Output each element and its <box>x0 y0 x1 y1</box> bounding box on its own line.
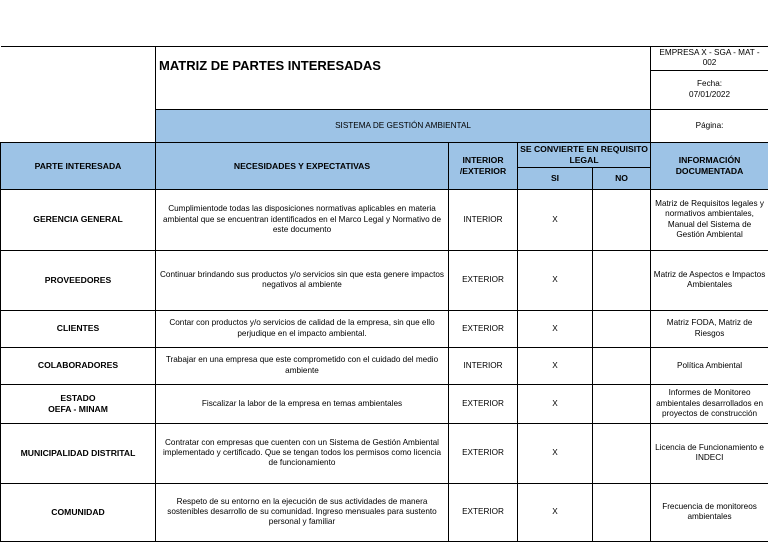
table-row <box>1 347 768 384</box>
needs-cell: Trabajar en una empresa que este comprometido con el cuidado del medio ambiente <box>156 347 449 384</box>
table-row <box>1 250 768 310</box>
matrix-table <box>0 46 768 542</box>
interior-exterior-cell: EXTERIOR <box>449 384 518 423</box>
pagina-label: Página: <box>651 109 768 143</box>
table-row <box>1 310 768 347</box>
column-legal: SE CONVIERTE EN REQUISITO LEGAL <box>518 143 651 167</box>
interior-exterior-cell: INTERIOR <box>449 189 518 250</box>
needs-cell: Cumplimientode todas las disposiciones normativas aplicables en materia ambiental que se encuentran identificados en el Marco Legal y Normativo de este documento <box>156 189 449 250</box>
no-cell <box>593 250 651 310</box>
system-name: SISTEMA DE GESTIÓN AMBIENTAL <box>156 109 651 143</box>
column-needs: NECESIDADES Y EXPECTATIVAS <box>156 143 449 189</box>
si-cell: X <box>518 310 593 347</box>
needs-cell: Continuar brindando sus productos y/o servicios sin que esta genere impactos negativos al ambiente <box>156 250 449 310</box>
fecha-value: 07/01/2022 <box>689 89 731 99</box>
interior-exterior-cell: EXTERIOR <box>449 483 518 541</box>
no-cell <box>593 310 651 347</box>
column-party: PARTE INTERESADA <box>1 143 156 189</box>
table-row <box>1 384 768 423</box>
si-cell: X <box>518 189 593 250</box>
no-cell <box>593 189 651 250</box>
interior-exterior-cell: EXTERIOR <box>449 310 518 347</box>
si-cell: X <box>518 423 593 483</box>
logo-area <box>1 47 156 143</box>
info-cell: Frecuencia de monitoreos ambientales <box>651 483 768 541</box>
info-cell: Política Ambiental <box>651 347 768 384</box>
party-cell: COMUNIDAD <box>1 483 156 541</box>
interior-exterior-cell: EXTERIOR <box>449 423 518 483</box>
document-title: MATRIZ DE PARTES INTERESADAS <box>156 47 651 110</box>
info-cell: Matriz FODA, Matriz de Riesgos <box>651 310 768 347</box>
si-cell: X <box>518 250 593 310</box>
fecha-label: Fecha: <box>697 79 723 89</box>
table-row <box>1 189 768 250</box>
interior-exterior-cell: EXTERIOR <box>449 250 518 310</box>
needs-cell: Contar con productos y/o servicios de calidad de la empresa, sin que ello perjudique en el impacto ambiental. <box>156 310 449 347</box>
party-cell: MUNICIPALIDAD DISTRITAL <box>1 423 156 483</box>
no-cell <box>593 483 651 541</box>
column-no: NO <box>593 167 651 189</box>
si-cell: X <box>518 384 593 423</box>
info-cell: Informes de Monitoreo ambientales desarrollados en proyectos de construcción <box>651 384 768 423</box>
column-interior-exterior: INTERIOR /EXTERIOR <box>449 143 518 189</box>
info-cell: Matriz de Aspectos e Impactos Ambientales <box>651 250 768 310</box>
interior-exterior-cell: INTERIOR <box>449 347 518 384</box>
party-cell: CLIENTES <box>1 310 156 347</box>
party-cell: GERENCIA GENERAL <box>1 189 156 250</box>
info-cell: Licencia de Funcionamiento e INDECI <box>651 423 768 483</box>
column-info: INFORMACIÓN DOCUMENTADA <box>651 143 768 189</box>
fecha-cell <box>651 70 768 109</box>
needs-cell: Contratar con empresas que cuenten con un Sistema de Gestión Ambiental implementado y certificado. Que se tengan todos los permisos como licencia de funcionamiento <box>156 423 449 483</box>
table-row <box>1 423 768 483</box>
needs-cell: Fiscalizar la labor de la empresa en temas ambientales <box>156 384 449 423</box>
si-cell: X <box>518 347 593 384</box>
table-row <box>1 483 768 541</box>
si-cell: X <box>518 483 593 541</box>
party-cell: ESTADO OEFA - MINAM <box>1 384 156 423</box>
document-code: EMPRESA X - SGA - MAT - 002 <box>651 47 768 71</box>
column-si: SI <box>518 167 593 189</box>
party-cell: COLABORADORES <box>1 347 156 384</box>
info-cell: Matriz de Requisitos legales y normativos ambientales, Manual del Sistema de Gestión Ambiental <box>651 189 768 250</box>
party-cell: PROVEEDORES <box>1 250 156 310</box>
no-cell <box>593 347 651 384</box>
needs-cell: Respeto de su entorno en la ejecución de sus actividades de manera sostenibles desarrollo de su comunidad. Ingreso mensuales para sustento personal y familiar <box>156 483 449 541</box>
no-cell <box>593 423 651 483</box>
no-cell <box>593 384 651 423</box>
